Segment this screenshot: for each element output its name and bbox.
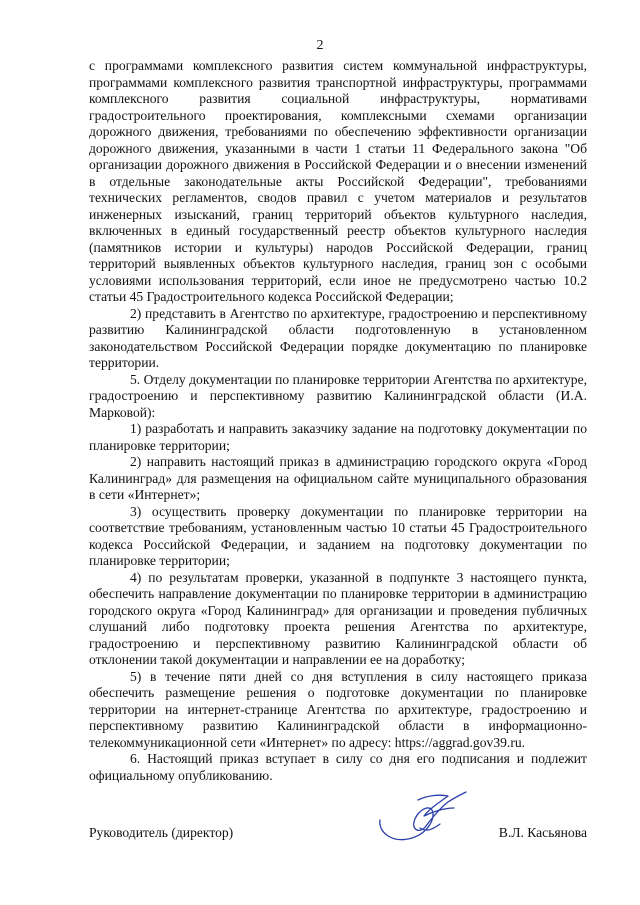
- signature-block: [89, 824, 587, 844]
- document-body: [89, 58, 587, 784]
- paragraph-item-2-submit: 2) представить в Агентство по архитектуре, градостроению и перспективному развитию Калининградской области подготовленную в установленном законодательством Российской Федерации порядке документацию по планировке территории.: [89, 305, 587, 370]
- paragraph-section-5: 5. Отделу документации по планировке территории Агентства по архитектуре, градостроению и перспективному развитию Калининградской области (И.А. Марковой):: [89, 371, 587, 420]
- paragraph-section-5-item-4: 4) по результатам проверки, указанной в подпункте 3 настоящего пункта, обеспечить направление документации по планировке территории в администрацию городского округа «Город Калининград» для организации и проведения публичных слушаний либо подготовку проекта решения Агентства по архитектуре, градостроению и перспективному развитию Калининградской области об отклонении такой документации и направлении ее на доработку;: [89, 569, 587, 667]
- signer-position: Руководитель (директор): [89, 825, 234, 840]
- paragraph-section-5-item-2: 2) направить настоящий приказ в администрацию городского округа «Город Калининград» для размещения на официальном сайте муниципального образования в сети «Интернет»;: [89, 454, 587, 502]
- paragraph-section-5-item-1: 1) разработать и направить заказчику задание на подготовку документации по планировке территории;: [89, 421, 587, 453]
- paragraph-section-5-item-3: 3) осуществить проверку документации по планировке территории на соответствие требованиям, установленным частью 10 статьи 45 Градостроительного кодекса Российской Федерации, и заданием на подготовку документации по планировке территории;: [89, 503, 587, 568]
- page-number: 2: [316, 38, 324, 53]
- paragraph-section-5-item-5: 5) в течение пяти дней со дня вступления в силу настоящего приказа обеспечить размещение решения о подготовке документации по планировке территории на интернет-странице Агентства по архитектуре, градостроению и перспективному развитию Калининградской области в информационно-телекоммуникационной сети «Интернет» по адресу: https://aggrad.gov39.ru.: [89, 668, 587, 750]
- paragraph-section-6: 6. Настоящий приказ вступает в силу со дня его подписания и подлежит официальному опубликованию.: [89, 751, 587, 783]
- signer-name: В.Л. Касьянова: [498, 825, 587, 840]
- paragraph-continuation: с программами комплексного развития систем коммунальной инфраструктуры, программами комплексного развития транспортной инфраструктуры, программами комплексного развития социальной инфраструктуры, нормативами градостроительного проектирования, комплексными схемами организации дорожного движения, требованиями по обеспечению эффективности организации дорожного движения, указанными в части 1 статьи 11 Федерального закона "Об организации дорожного движения в Российской Федерации и о внесении изменений в отдельные законодательные акты Российской Федерации", требованиями технических регламентов, сводов правил с учетом материалов и результатов инженерных изысканий, границ территорий объектов культурного наследия, включенных в единый государственный реестр объектов культурного наследия (памятников истории и культуры) народов Российской Федерации, границ территорий выявленных объектов культурного наследия, границ зон с особыми условиями использования территорий, если иное не предусмотрено частью 10.2 статьи 45 Градостроительного кодекса Российской Федерации;: [89, 58, 587, 304]
